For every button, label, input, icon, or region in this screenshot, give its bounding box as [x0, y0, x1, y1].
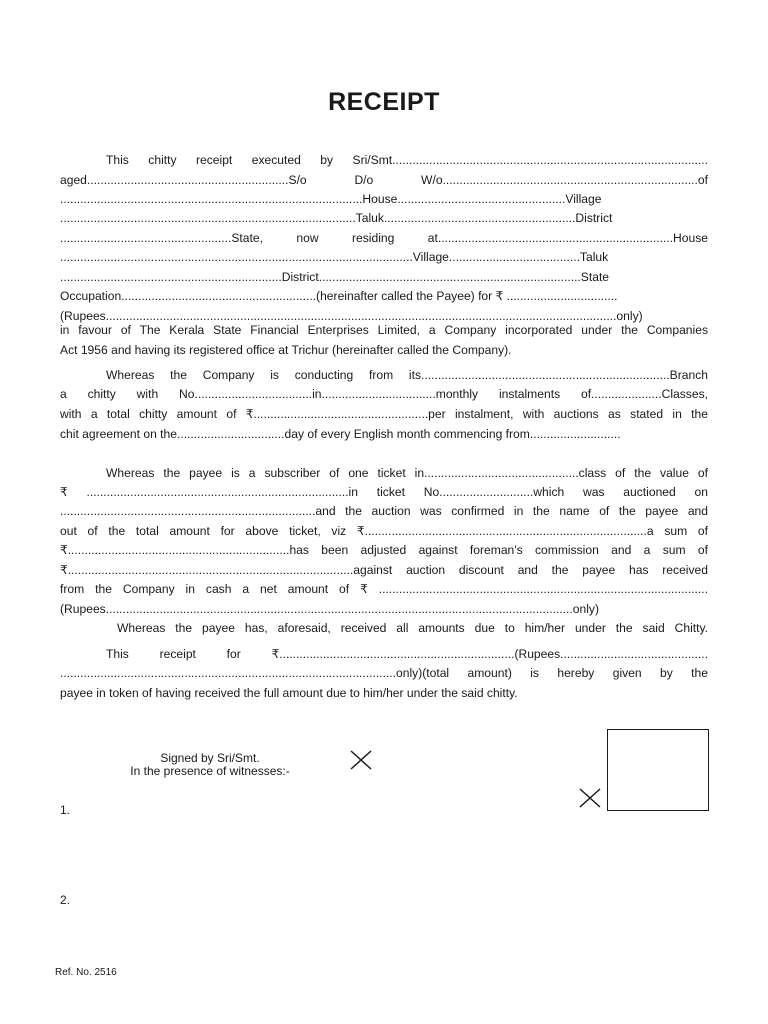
intro-line-10: in favour of The Kerala State Financial Enterprises Limited, a Company incorporated under the Companies: [60, 323, 708, 337]
intro-line-1: This chitty receipt executed by Sri/Smt..............................................................................................: [106, 153, 708, 167]
whereas1-line-2: a chitty with No...................................in..................................monthly instalments of.....................Classes,: [60, 387, 708, 401]
intro-line-7: ..................................................................District..............................................................................State: [60, 270, 610, 284]
intro-line-11: Act 1956 and having its registered office at Trichur (hereinafter called the Company).: [60, 343, 512, 357]
witness-number-1: 1.: [60, 803, 71, 817]
whereas2-line-2: ₹ ..............................................................................in ticket No............................which was auctioned on: [60, 485, 708, 499]
whereas2-line-3: ............................................................................and the auction was confirmed in the name of the payee and: [60, 504, 708, 518]
signed-by-label: Signed by Sri/Smt.: [160, 751, 260, 765]
stamp-cross-mark-icon: [578, 787, 602, 809]
signature-cross-mark-icon: [349, 749, 373, 771]
whereas2-line-1: Whereas the payee is a subscriber of one ticket in..............................................class of the value of: [106, 466, 708, 480]
witness-number-2: 2.: [60, 893, 71, 907]
reference-number: Ref. No. 2516: [55, 967, 117, 978]
whereas1-line-1: Whereas the Company is conducting from its..........................................................................Branch: [106, 368, 708, 382]
final-line-2: ....................................................................................................only)(total amount) is hereby given by the: [60, 666, 708, 680]
whereas2-line-6: ₹.....................................................................................against auction discount and the payee has received: [60, 563, 708, 577]
intro-line-8: Occupation..........................................................(hereinafter called the Payee) for ₹ .................................: [60, 289, 618, 303]
intro-line-9: (Rupees........................................................................................................................................................only): [60, 309, 643, 323]
final-line-3: payee in token of having received the full amount due to him/her under the said chitty.: [60, 686, 518, 700]
intro-line-2: aged............................................................S/o D/o W/o............................................................................of: [60, 173, 708, 187]
whereas2-line-4: out of the total amount for above ticket, viz ₹....................................................................................a sum of: [60, 524, 708, 538]
whereas2-line-5: ₹..................................................................has been adjusted against foreman's commission and a sum of: [60, 543, 708, 557]
whereas2-line-9: Whereas the payee has, aforesaid, received all amounts due to him/her under the said Chitty.: [117, 621, 708, 635]
intro-line-3: ..........................................................................................House..................................................Village: [60, 192, 602, 206]
whereas1-line-3: with a total chitty amount of ₹....................................................per instalment, with auctions as stated in the: [60, 407, 708, 421]
intro-line-4: ........................................................................................Taluk.........................................................District: [60, 211, 613, 225]
whereas2-line-8: (Rupees...........................................................................................................................................only): [60, 602, 599, 616]
final-line-1: This receipt for ₹......................................................................(Rupees............................................: [106, 647, 708, 661]
receipt-title: RECEIPT: [328, 88, 440, 116]
whereas2-line-7: from the Company in cash a net amount of ₹ ..................................................................................................: [60, 582, 708, 596]
intro-line-6: .........................................................................................................Village.......................................Taluk: [60, 250, 609, 264]
revenue-stamp-box: [607, 729, 709, 811]
witnesses-label: In the presence of witnesses:-: [130, 764, 290, 778]
intro-line-5: ...................................................State, now residing at......................................................................House: [60, 231, 708, 245]
whereas1-line-4: chit agreement on the................................day of every English month commencing from...........................: [60, 427, 621, 441]
